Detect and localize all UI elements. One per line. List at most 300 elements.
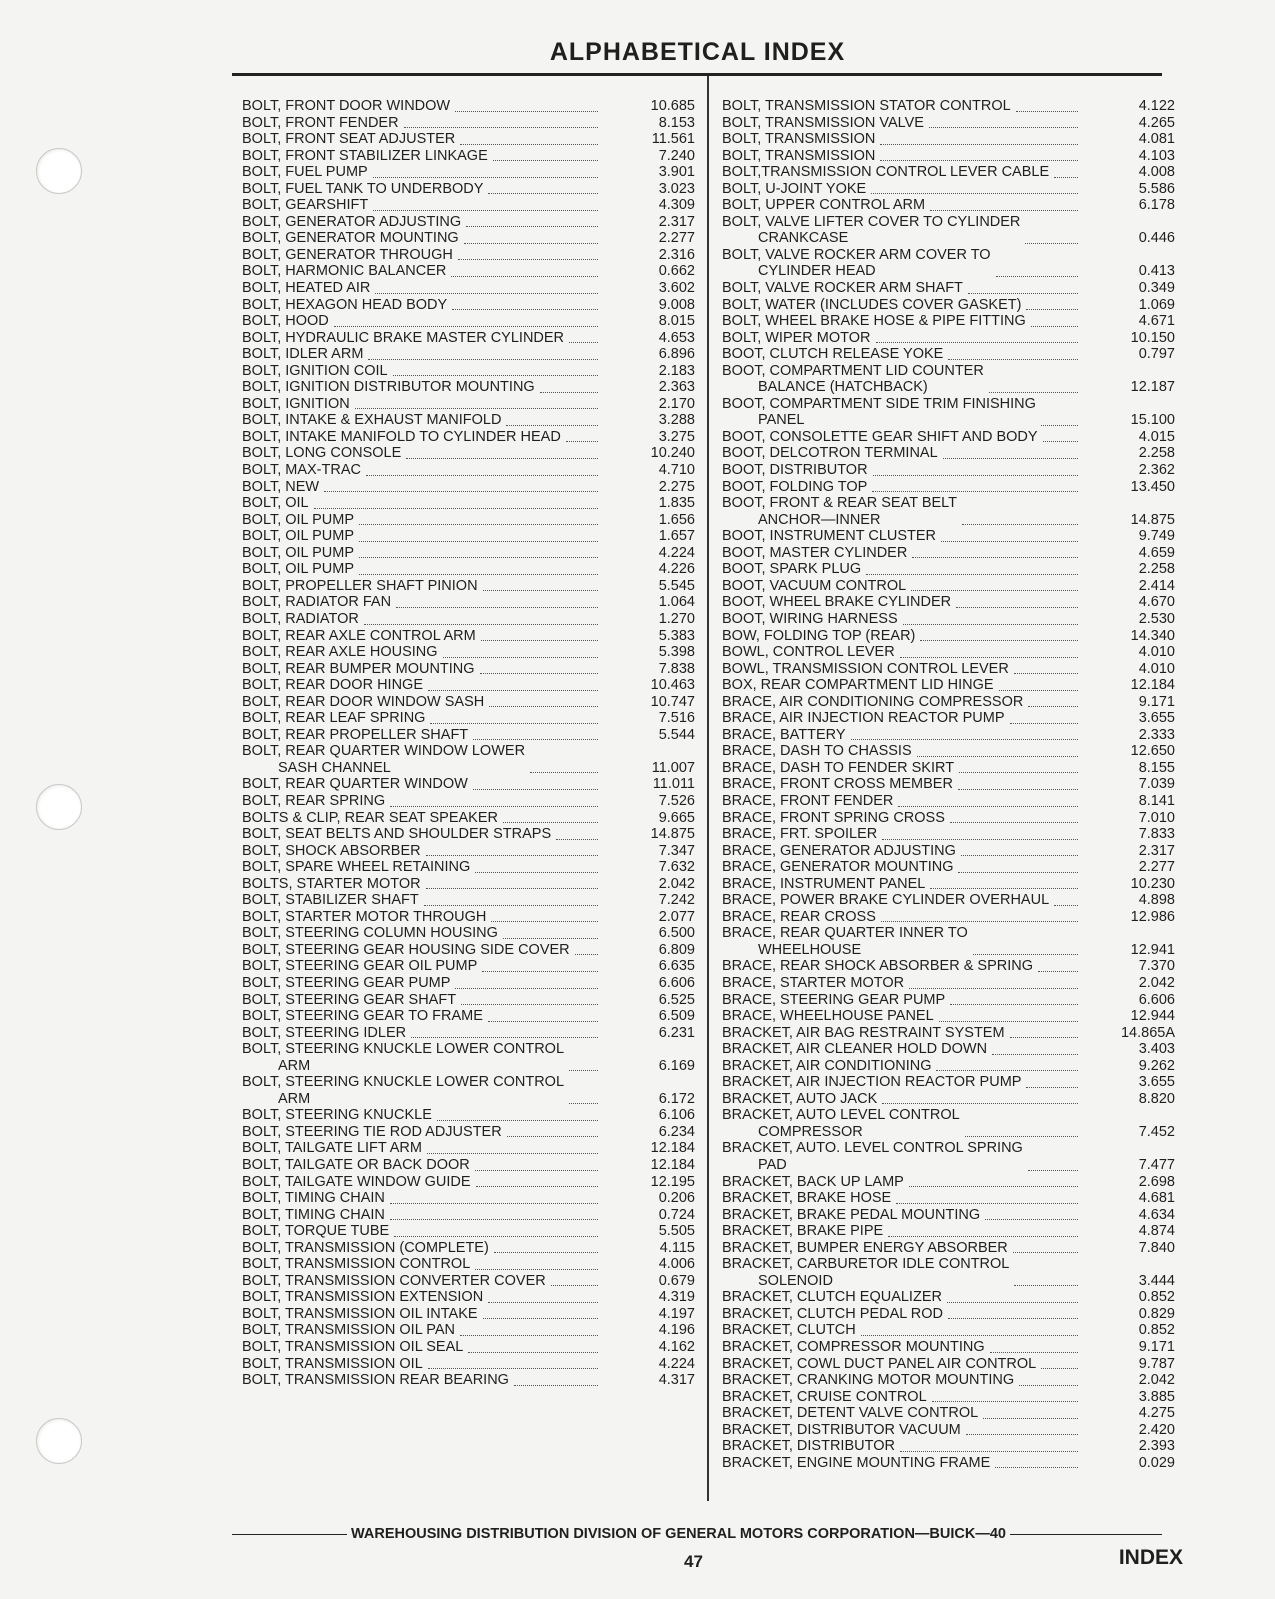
index-column-left — [242, 98, 695, 1389]
entry-label: BOLT, STEERING TIE ROD ADJUSTER — [242, 1123, 502, 1140]
entry-page-ref: 7.516 — [658, 710, 695, 727]
entry-label: BRACE, REAR QUARTER INNER TO — [722, 925, 968, 942]
entry-label: BOLT, STEERING GEAR SHAFT — [242, 991, 457, 1008]
entry-label: BOLT, STEERING GEAR OIL PUMP — [242, 958, 478, 975]
entry-page-ref: 2.317 — [658, 213, 695, 230]
dot-leader — [461, 994, 598, 1005]
entry-page-ref: 7.240 — [658, 147, 695, 164]
dot-leader — [390, 796, 598, 807]
index-entry — [722, 1091, 1175, 1108]
entry-label: BOLT, GEARSHIFT — [242, 197, 369, 214]
entry-name — [242, 230, 600, 247]
entry-name — [242, 561, 600, 578]
index-entry — [242, 1256, 695, 1273]
dot-leader — [411, 1027, 598, 1038]
entry-name — [722, 545, 1080, 562]
dot-leader — [909, 1176, 1078, 1187]
entry-name — [722, 1041, 1080, 1058]
index-entry — [722, 363, 1175, 396]
entry-page-ref: 10.150 — [1130, 329, 1175, 346]
entry-page-ref: 2.170 — [658, 395, 695, 412]
entry-page-ref: 6.106 — [658, 1107, 695, 1124]
entry-name — [242, 793, 600, 810]
entry-name — [242, 445, 600, 462]
dot-leader — [948, 1308, 1078, 1319]
dot-leader — [917, 746, 1078, 757]
index-entry — [722, 1322, 1175, 1339]
index-entry — [242, 1008, 695, 1025]
entry-label: BOLT, TRANSMISSION OIL — [242, 1355, 423, 1372]
entry-label: BOLT, REAR DOOR HINGE — [242, 677, 424, 694]
entry-name — [722, 148, 1080, 165]
index-entry — [722, 661, 1175, 678]
entry-label: BOLT, MAX-TRAC — [242, 462, 361, 479]
entry-page-ref: 4.671 — [1138, 313, 1175, 330]
entry-name — [242, 826, 600, 843]
entry-page-ref: 12.195 — [650, 1173, 695, 1190]
dot-leader — [390, 1209, 598, 1220]
entry-label: BOLT, TRANSMISSION CONTROL — [242, 1256, 471, 1273]
entry-label: BOLT, VALVE ROCKER ARM SHAFT — [722, 280, 963, 297]
entry-two-line — [722, 214, 1020, 247]
entry-page-ref: 14.340 — [1130, 627, 1175, 644]
entry-page-ref: 10.685 — [650, 98, 695, 114]
index-entry — [722, 810, 1175, 827]
dot-leader — [503, 812, 598, 823]
entry-label: BOLT, OIL PUMP — [242, 561, 354, 578]
dot-leader — [366, 465, 598, 476]
entry-label: BOLT, NEW — [242, 478, 320, 495]
entry-name — [242, 247, 600, 264]
dot-leader — [359, 514, 598, 525]
entry-page-ref: 13.450 — [1130, 478, 1175, 495]
entry-page-ref: 7.242 — [658, 892, 695, 909]
entry-page-ref: 9.665 — [658, 809, 695, 826]
entry-continuation: PAD — [758, 1157, 787, 1173]
entry-page-ref: 4.319 — [658, 1289, 695, 1306]
dot-leader — [556, 829, 598, 840]
entry-two-line — [722, 1140, 1023, 1173]
entry-label: BOLT, SPARE WHEEL RETAINING — [242, 859, 471, 876]
entry-name — [242, 694, 600, 711]
index-entry — [242, 743, 695, 776]
entry-name — [242, 611, 600, 628]
entry-continuation-line — [242, 1091, 564, 1108]
entry-page-ref: 4.670 — [1138, 594, 1175, 611]
dot-leader — [494, 1242, 598, 1253]
dot-leader — [1026, 299, 1078, 310]
dot-leader — [948, 349, 1078, 360]
dot-leader — [866, 564, 1078, 575]
index-entry — [722, 743, 1175, 760]
entry-name — [242, 98, 600, 115]
entry-name — [722, 1322, 1080, 1339]
entry-name — [242, 148, 600, 165]
entry-label: BRACE, STARTER MOTOR — [722, 974, 905, 991]
entry-page-ref: 12.187 — [1130, 379, 1175, 396]
entry-page-ref: 11.011 — [652, 776, 695, 793]
entry-page-ref: 3.023 — [658, 180, 695, 197]
entry-label: BOOT, COMPARTMENT SIDE TRIM FINISHING — [722, 395, 1036, 412]
entry-label: BOLT, FUEL TANK TO UNDERBODY — [242, 180, 484, 197]
entry-name — [722, 1339, 1080, 1356]
dot-leader — [491, 911, 598, 922]
entry-label: BOLT, REAR QUARTER WINDOW LOWER — [242, 743, 526, 760]
index-entry — [722, 1025, 1175, 1042]
entry-page-ref: 2.333 — [1138, 726, 1175, 743]
entry-name — [722, 330, 1080, 347]
dot-leader — [373, 167, 598, 178]
dot-leader — [394, 1226, 598, 1237]
index-entry — [242, 263, 695, 280]
entry-page-ref: 0.349 — [1138, 280, 1175, 297]
index-entry — [722, 445, 1175, 462]
entry-label: BRACKET, CRANKING MOTOR MOUNTING — [722, 1372, 1015, 1389]
entry-name — [722, 1240, 1080, 1257]
entry-page-ref: 4.006 — [658, 1256, 695, 1273]
dot-leader — [458, 249, 598, 260]
entry-name — [242, 1140, 600, 1157]
index-entry — [722, 181, 1175, 198]
entry-two-line — [242, 1041, 564, 1074]
dot-leader — [551, 1275, 598, 1286]
index-entry — [242, 1339, 695, 1356]
entry-page-ref: 9.171 — [1138, 693, 1175, 710]
dot-leader — [956, 597, 1078, 608]
entry-label: BOLT, STEERING KNUCKLE — [242, 1107, 432, 1124]
dot-leader — [514, 1375, 598, 1386]
entry-continuation-line — [722, 1273, 1009, 1290]
entry-page-ref: 2.414 — [1138, 577, 1175, 594]
entry-page-ref: 2.277 — [658, 230, 695, 247]
entry-label: BOOT, COMPARTMENT LID COUNTER — [722, 362, 984, 379]
entry-label: BOLT, LONG CONSOLE — [242, 445, 402, 462]
entry-name — [242, 1041, 600, 1074]
entry-page-ref: 3.655 — [1138, 1074, 1175, 1091]
entry-name — [722, 975, 1080, 992]
entry-label: BOLT, REAR AXLE CONTROL ARM — [242, 627, 476, 644]
index-entry — [722, 1372, 1175, 1389]
dot-leader — [881, 911, 1078, 922]
index-entry — [722, 1207, 1175, 1224]
entry-name — [242, 1107, 600, 1124]
dot-leader — [359, 531, 598, 542]
index-entry — [722, 313, 1175, 330]
entry-label: BOLT, IGNITION — [242, 395, 350, 412]
index-entry — [242, 644, 695, 661]
index-entry — [242, 148, 695, 165]
dot-leader — [424, 895, 598, 906]
entry-page-ref: 4.265 — [1138, 114, 1175, 131]
entry-name — [242, 1289, 600, 1306]
dot-leader — [426, 845, 598, 856]
entry-page-ref: 1.835 — [658, 495, 695, 512]
entry-name — [722, 1306, 1080, 1323]
dot-leader — [990, 1342, 1078, 1353]
entry-label: BRACKET, BUMPER ENERGY ABSORBER — [722, 1239, 1008, 1256]
index-entry — [242, 214, 695, 231]
entry-name — [242, 363, 600, 380]
dot-leader — [936, 1060, 1078, 1071]
entry-two-line — [722, 1256, 1009, 1289]
dot-leader — [466, 216, 598, 227]
dot-leader — [460, 1325, 598, 1336]
index-entry — [242, 412, 695, 429]
dot-leader — [966, 1424, 1078, 1435]
index-entry — [722, 1422, 1175, 1439]
entry-page-ref: 1.064 — [658, 594, 695, 611]
entry-label: BRACE, BATTERY — [722, 726, 846, 743]
entry-page-ref: 4.898 — [1138, 892, 1175, 909]
entry-name — [722, 1256, 1080, 1289]
entry-label: BRACKET, DISTRIBUTOR — [722, 1438, 895, 1455]
entry-name — [722, 677, 1080, 694]
dot-leader — [314, 498, 598, 509]
index-entry — [242, 280, 695, 297]
dot-leader — [961, 845, 1078, 856]
dot-leader — [909, 978, 1078, 989]
dot-leader — [468, 1342, 598, 1353]
index-entry — [242, 1174, 695, 1191]
dot-leader — [939, 1011, 1078, 1022]
entry-label: BRACKET, ENGINE MOUNTING FRAME — [722, 1454, 991, 1471]
dot-leader — [455, 978, 598, 989]
entry-label: BOLT, TRANSMISSION STATOR CONTROL — [722, 98, 1011, 114]
entry-two-line — [242, 743, 525, 776]
entry-page-ref: 7.452 — [1138, 1123, 1175, 1140]
entry-page-ref: 2.420 — [1138, 1421, 1175, 1438]
entry-page-ref: 6.635 — [658, 958, 695, 975]
entry-label: BOOT, VACUUM CONTROL — [722, 577, 907, 594]
index-entry — [722, 1306, 1175, 1323]
entry-name — [242, 330, 600, 347]
dot-leader — [872, 481, 1078, 492]
dot-leader — [396, 597, 598, 608]
index-entry — [242, 1207, 695, 1224]
entry-page-ref: 7.039 — [1138, 776, 1175, 793]
entry-page-ref: 0.446 — [1138, 230, 1175, 247]
entry-page-ref: 0.724 — [658, 1206, 695, 1223]
entry-name — [242, 1273, 600, 1290]
entry-page-ref: 2.183 — [658, 362, 695, 379]
index-entry — [242, 313, 695, 330]
dot-leader — [983, 1408, 1078, 1419]
index-entry — [242, 975, 695, 992]
entry-label: BOOT, INSTRUMENT CLUSTER — [722, 528, 937, 545]
dot-leader — [1054, 895, 1078, 906]
index-entry — [242, 495, 695, 512]
entry-label: BOLT, HEATED AIR — [242, 280, 371, 297]
dot-leader — [888, 1226, 1078, 1237]
index-entry — [242, 578, 695, 595]
dot-leader — [489, 696, 598, 707]
dot-leader — [1043, 431, 1078, 442]
entry-label: BRACKET, AUTO. LEVEL CONTROL SPRING — [722, 1140, 1023, 1157]
index-entry — [242, 181, 695, 198]
entry-name — [722, 992, 1080, 1009]
entry-label: BRACE, GENERATOR ADJUSTING — [722, 842, 956, 859]
title-rule — [232, 73, 1162, 76]
entry-name — [722, 793, 1080, 810]
entry-label: BOOT, MASTER CYLINDER — [722, 544, 908, 561]
index-entry — [242, 876, 695, 893]
dot-leader — [460, 134, 598, 145]
entry-label: BOLT, TRANSMISSION EXTENSION — [242, 1289, 484, 1306]
entry-label: BOLT, REAR LEAF SPRING — [242, 710, 426, 727]
page-title: ALPHABETICAL INDEX — [549, 38, 846, 66]
dot-leader — [364, 614, 598, 625]
entry-label: BOLT, STEERING IDLER — [242, 1024, 407, 1041]
entry-name — [242, 892, 600, 909]
dot-leader — [355, 398, 598, 409]
binder-hole-top — [36, 148, 82, 194]
entry-label: BOLT, STARTER MOTOR THROUGH — [242, 908, 487, 925]
entry-page-ref: 1.657 — [658, 528, 695, 545]
entry-name — [242, 131, 600, 148]
entry-two-line — [722, 396, 1036, 429]
index-entry — [242, 992, 695, 1009]
entry-label: BOLT, INTAKE & EXHAUST MANIFOLD — [242, 412, 502, 429]
entry-page-ref: 6.178 — [1138, 197, 1175, 214]
entry-name — [722, 843, 1080, 860]
entry-continuation-line — [722, 942, 968, 959]
index-column-right — [722, 98, 1175, 1471]
footer-line — [232, 1526, 1162, 1542]
dot-leader — [475, 1259, 598, 1270]
entry-two-line — [722, 1107, 960, 1140]
entry-label: BRACKET, BRAKE PIPE — [722, 1223, 884, 1240]
entry-name — [722, 1058, 1080, 1075]
entry-page-ref: 5.586 — [1138, 180, 1175, 197]
dot-leader — [903, 614, 1078, 625]
entry-page-ref: 7.010 — [1138, 809, 1175, 826]
dot-leader — [480, 663, 598, 674]
entry-label: BOLT, STEERING GEAR PUMP — [242, 974, 451, 991]
entry-label: BOLT, STEERING KNUCKLE LOWER CONTROL — [242, 1074, 565, 1091]
entry-name — [722, 826, 1080, 843]
entry-continuation: ANCHOR—INNER — [758, 511, 881, 528]
entry-page-ref: 4.681 — [1138, 1190, 1175, 1207]
entry-page-ref: 7.632 — [658, 859, 695, 876]
entry-name — [722, 247, 1080, 280]
dot-leader — [452, 299, 598, 310]
entry-page-ref: 0.797 — [1138, 346, 1175, 363]
index-entry — [722, 1356, 1175, 1373]
entry-label: BOLT, TIMING CHAIN — [242, 1206, 385, 1223]
entry-page-ref: 12.184 — [650, 1157, 695, 1173]
index-entry — [722, 1389, 1175, 1406]
entry-name — [242, 975, 600, 992]
index-entry — [722, 1107, 1175, 1140]
entry-two-line — [722, 925, 968, 958]
index-entry — [722, 561, 1175, 578]
entry-name — [722, 313, 1080, 330]
entry-label: BOLT, RADIATOR — [242, 610, 359, 627]
dot-leader — [475, 862, 598, 873]
entry-name — [242, 743, 600, 776]
entry-continuation: WHEELHOUSE — [758, 941, 862, 958]
entry-name — [242, 710, 600, 727]
entry-label: BRACKET, CLUTCH — [722, 1322, 856, 1339]
dot-leader — [876, 332, 1078, 343]
entry-name — [722, 1405, 1080, 1422]
entry-page-ref: 4.275 — [1138, 1405, 1175, 1422]
index-entry — [722, 958, 1175, 975]
index-entry — [722, 197, 1175, 214]
entry-page-ref: 0.662 — [658, 263, 695, 280]
entry-name — [722, 1372, 1080, 1389]
dot-leader — [359, 564, 598, 575]
entry-page-ref: 4.081 — [1138, 131, 1175, 148]
entry-page-ref: 0.029 — [1138, 1454, 1175, 1471]
entry-label: BOLT, OIL PUMP — [242, 511, 354, 528]
dot-leader — [932, 1391, 1078, 1402]
entry-page-ref: 8.015 — [658, 313, 695, 330]
entry-name — [242, 925, 600, 942]
entry-page-ref: 9.749 — [1138, 528, 1175, 545]
index-entry — [242, 164, 695, 181]
entry-page-ref: 5.505 — [658, 1223, 695, 1240]
entry-page-ref: 2.363 — [658, 379, 695, 396]
entry-page-ref: 12.184 — [650, 1140, 695, 1157]
index-entry — [722, 429, 1175, 446]
entry-label: BOLT, HEXAGON HEAD BODY — [242, 296, 448, 313]
dot-leader — [373, 200, 598, 211]
entry-page-ref: 14.875 — [1130, 511, 1175, 528]
entry-page-ref: 6.169 — [658, 1057, 695, 1074]
dot-leader — [575, 944, 598, 955]
entry-name — [722, 859, 1080, 876]
index-entry — [722, 677, 1175, 694]
index-entry — [722, 131, 1175, 148]
entry-label: BOLT, IDLER ARM — [242, 346, 364, 363]
index-entry — [722, 346, 1175, 363]
index-entry — [242, 793, 695, 810]
entry-page-ref: 2.530 — [1138, 610, 1175, 627]
entry-name — [242, 1025, 600, 1042]
dot-leader — [989, 382, 1078, 393]
entry-page-ref: 2.042 — [1138, 974, 1175, 991]
entry-continuation: SASH CHANNEL — [278, 759, 391, 776]
entry-label: BOOT, CONSOLETTE GEAR SHIFT AND BODY — [722, 428, 1038, 445]
entry-page-ref: 4.162 — [658, 1339, 695, 1356]
entry-page-ref: 12.944 — [1130, 1008, 1175, 1025]
index-entry — [722, 1041, 1175, 1058]
entry-page-ref: 7.526 — [658, 792, 695, 809]
entry-label: BOLT,TRANSMISSION CONTROL LEVER CABLE — [722, 164, 1050, 181]
entry-page-ref: 4.309 — [658, 197, 695, 214]
index-entry — [242, 1041, 695, 1074]
entry-label: BRACKET, CLUTCH PEDAL ROD — [722, 1305, 944, 1322]
dot-leader — [958, 862, 1078, 873]
entry-page-ref: 0.679 — [658, 1272, 695, 1289]
dot-leader — [1028, 1160, 1078, 1171]
entry-page-ref: 9.171 — [1138, 1339, 1175, 1356]
entry-label: BOLT, INTAKE MANIFOLD TO CYLINDER HEAD — [242, 428, 561, 445]
index-entry — [242, 1124, 695, 1141]
index-entry — [242, 445, 695, 462]
entry-name — [242, 909, 600, 926]
dot-leader — [566, 431, 598, 442]
entry-name — [722, 528, 1080, 545]
index-entry — [242, 1273, 695, 1290]
entry-label: BOWL, TRANSMISSION CONTROL LEVER — [722, 660, 1009, 677]
entry-page-ref: 4.122 — [1138, 98, 1175, 114]
dot-leader — [488, 183, 598, 194]
entry-label: BRACE, FRT. SPOILER — [722, 826, 878, 843]
entry-continuation: SOLENOID — [758, 1272, 833, 1289]
entry-label: BOLT, SHOCK ABSORBER — [242, 842, 421, 859]
